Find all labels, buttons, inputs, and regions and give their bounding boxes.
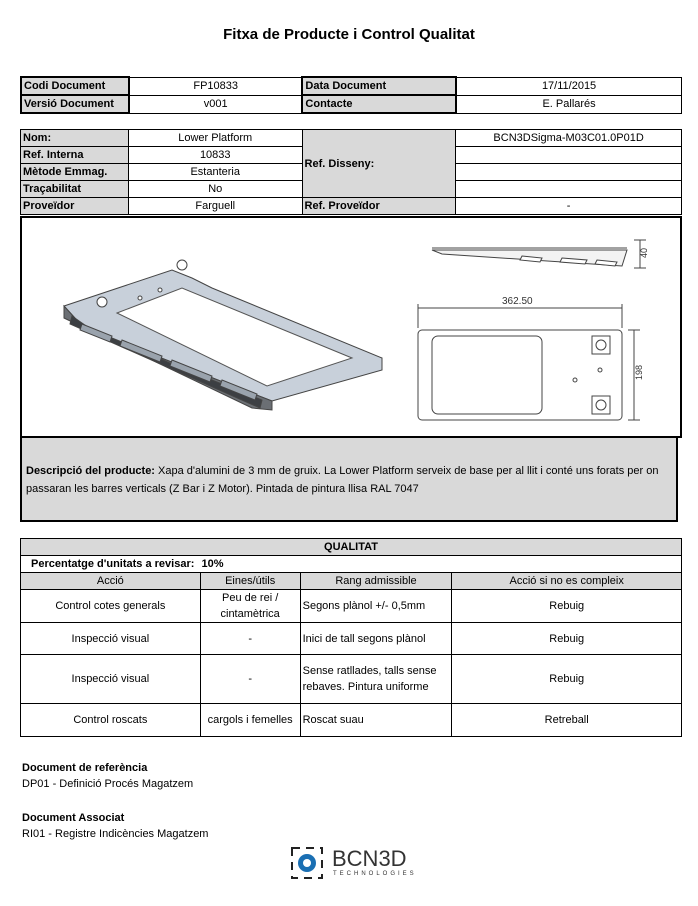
row1-accio-si-no: Rebuig [452, 590, 682, 623]
assoc-doc-title: Document Associat [22, 812, 125, 824]
contacte-label: Contacte [302, 95, 456, 113]
ref-disseny-blank-1 [456, 147, 682, 164]
row2-accio: Inspecció visual [21, 623, 201, 655]
row4-accio: Control roscats [21, 704, 201, 737]
drawing-panel [20, 216, 682, 438]
codi-value: FP10833 [129, 77, 302, 95]
description-label: Descripció del producte: [26, 465, 155, 477]
row4-eines: cargols i femelles [200, 704, 300, 737]
col-eines: Eines/útils [200, 573, 300, 590]
reference-doc [22, 762, 193, 790]
side-view [432, 240, 649, 268]
row1-accio: Control cotes generals [21, 590, 201, 623]
assoc-doc-value: RI01 - Registre Indicències Magatzem [22, 828, 209, 840]
versio-value: v001 [129, 95, 302, 113]
row2-rang: Inici de tall segons plànol [300, 623, 452, 655]
ref-proveidor-value: - [456, 198, 682, 215]
percent-row [21, 556, 682, 573]
logo-text: BCN3D [332, 846, 407, 871]
tracabilitat-label: Traçabilitat [21, 181, 129, 198]
col-rang: Rang admissible [300, 573, 452, 590]
depth-dimension: 198 [634, 364, 644, 380]
proveidor-label: Proveïdor [21, 198, 129, 215]
logo-subtext: TECHNOLOGIES [333, 871, 417, 877]
ref-interna-label: Ref. Interna [21, 147, 129, 164]
ref-proveidor-label: Ref. Proveïdor [302, 198, 456, 215]
page-title: Fitxa de Producte i Control Qualitat [223, 26, 475, 43]
row1-rang: Segons plànol +/- 0,5mm [300, 590, 452, 623]
nom-value: Lower Platform [128, 130, 302, 147]
col-accio: Acció [21, 573, 201, 590]
row3-accio-si-no: Rebuig [452, 655, 682, 704]
description-panel [20, 436, 678, 522]
percent-label: Percentatge d'unitats a revisar: [31, 558, 195, 570]
data-label: Data Document [302, 77, 456, 95]
table-row [21, 655, 682, 704]
tracabilitat-value: No [128, 181, 302, 198]
ref-disseny-label: Ref. Disseny: [302, 130, 456, 198]
nom-label: Nom: [21, 130, 129, 147]
row1-eines: Peu de rei / cintamètrica [200, 590, 300, 623]
ref-doc-value: DP01 - Definició Procés Magatzem [22, 778, 194, 790]
col-accio-si-no: Acció si no es compleix [452, 573, 682, 590]
ref-disseny-blank-2 [456, 164, 682, 181]
header-table [20, 76, 682, 114]
codi-label: Codi Document [21, 77, 129, 95]
metode-label: Mètode Emmag. [21, 164, 129, 181]
product-drawing [22, 218, 680, 436]
percent-value: 10% [201, 558, 224, 570]
ref-doc-title: Document de referència [22, 762, 148, 774]
proveidor-value: Farguell [128, 198, 302, 215]
isometric-view [64, 260, 382, 410]
description-text: Xapa d'alumini de 3 mm de gruix. La Lower Platform serveix de base per al llit i conté uns forats per on passaran les barres verticals (Z Bar i Z Motor). Pintada de pintura llisa RAL 7047 [26, 465, 659, 495]
gear-logo-icon [290, 846, 324, 880]
company-logo [290, 846, 420, 882]
data-value: 17/11/2015 [456, 77, 681, 95]
row2-eines: - [200, 623, 300, 655]
associated-doc [22, 812, 208, 840]
table-row [21, 590, 682, 623]
row3-accio: Inspecció visual [21, 655, 201, 704]
metode-value: Estanteria [128, 164, 302, 181]
ref-disseny-blank-3 [456, 181, 682, 198]
height-dimension: 40 [639, 247, 649, 258]
width-dimension: 362.50 [502, 296, 533, 307]
ref-interna-value: 10833 [128, 147, 302, 164]
row3-eines: - [200, 655, 300, 704]
row4-accio-si-no: Retreball [452, 704, 682, 737]
table-row [21, 704, 682, 737]
quality-table [20, 538, 682, 737]
row3-rang: Sense ratllades, talls sense rebaves. Pintura uniforme [300, 655, 452, 704]
top-view [418, 296, 644, 420]
table-row [21, 623, 682, 655]
versio-label: Versió Document [21, 95, 129, 113]
ref-disseny-value: BCN3DSigma-M03C01.0P01D [456, 130, 682, 147]
contacte-value: E. Pallarés [456, 95, 681, 113]
quality-title: QUALITAT [21, 539, 682, 556]
row2-accio-si-no: Rebuig [452, 623, 682, 655]
row4-rang: Roscat suau [300, 704, 452, 737]
product-table [20, 129, 682, 215]
